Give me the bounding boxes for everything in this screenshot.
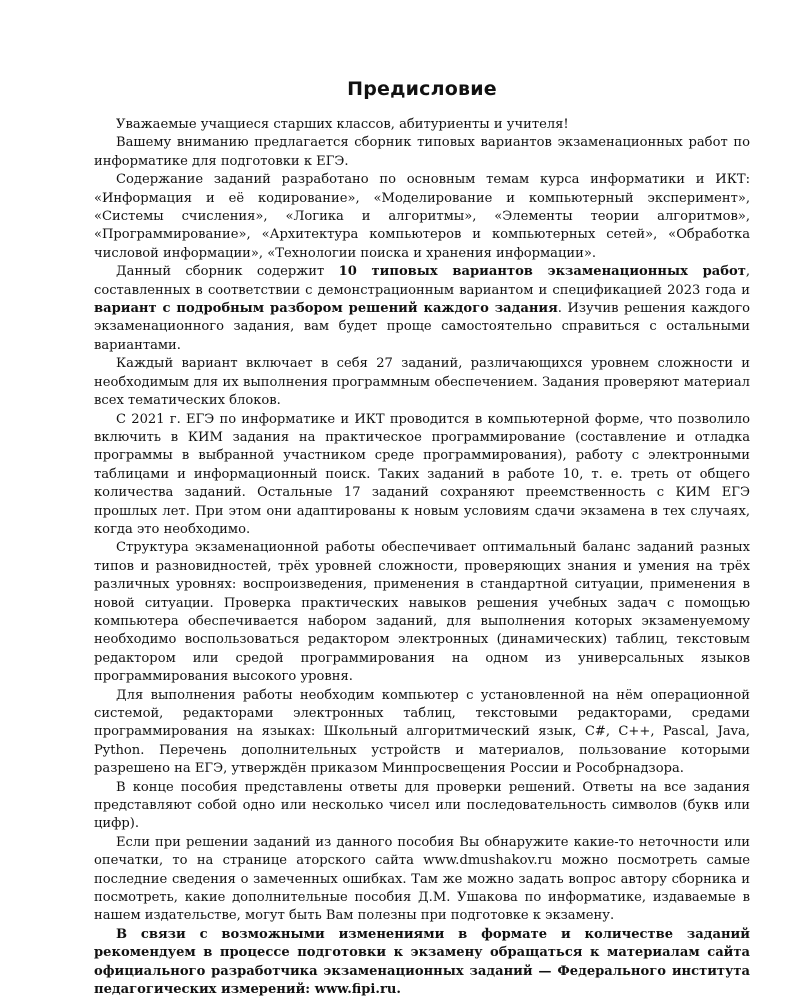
paragraph-11 bbox=[94, 926, 750, 1000]
text-run: В конце пособия представлены ответы для проверки решений. Ответы на все задания представляют собой одно или несколько чисел или последовательность символов (букв или цифр). bbox=[94, 779, 750, 832]
text-run: Каждый вариант включает в себя 27 заданий, различающихся уровнем сложности и необходимым для их выполнения программным обеспечением. Задания проверяют материал всех тематических блоков. bbox=[94, 356, 750, 409]
text-run: Данный сборник содержит bbox=[116, 264, 339, 280]
paragraph-8 bbox=[94, 687, 750, 779]
text-run: Для выполнения работы необходим компьютер с установленной на нём операционной системой, редакторами электронных таблиц, текстовыми редакторами, средами программирования на языках: Школьный алгоритмический язык, C#, C++, Pascal, Java, Python. Перечень дополнительных устройств и материалов, пользование которыми разрешено на ЕГЭ, утверждён приказом Минпросвещения России и Рособрнадзора. bbox=[94, 687, 750, 777]
text-run: . Изучив решения каждого экзаменационного задания, вам будет проще самостоятельно справиться с остальными вариантами. bbox=[94, 301, 750, 353]
paragraph-2 bbox=[94, 134, 750, 171]
paragraph-9 bbox=[94, 779, 750, 834]
paragraph-7 bbox=[94, 539, 750, 686]
bold-text: вариант с подробным разбором решений каждого задания bbox=[94, 301, 558, 317]
text-run: Содержание заданий разработано по основным темам курса информатики и ИКТ: «Информация и её кодирование», «Моделирование и компьютерный эксперимент», «Системы счисления», «Логика и алгоритмы», «Элементы теории алгоритмов», «Программирование», «Архитектура компьютеров и компьютерных сетей», «Обработка числовой информации», «Технологии поиска и хранения информации». bbox=[94, 172, 750, 261]
page-title: Предисловие bbox=[347, 78, 497, 100]
paragraph-1 bbox=[94, 116, 750, 134]
paragraph-4 bbox=[94, 263, 750, 355]
text-run: С 2021 г. ЕГЭ по информатике и ИКТ проводится в компьютерной форме, что позволило включить в КИМ задания на практическое программирование (составление и отладка программы в выбранной участником среде программирования), работу с электронными таблицами и информационный поиск. Таких заданий в работе 10, т. е. треть от общего количества заданий. Остальные 17 заданий сохраняют преемственность с КИМ ЕГЭ прошлых лет. При этом они адаптированы к новым условиям сдачи экзамена в тех случаях, когда это необходимо. bbox=[94, 411, 750, 537]
text-run: Уважаемые учащиеся старших классов, абитуриенты и учителя! bbox=[116, 117, 569, 132]
text-run: Вашему вниманию предлагается сборник типовых вариантов экзаменационных работ по информатике для подготовки к ЕГЭ. bbox=[94, 135, 750, 169]
page bbox=[94, 78, 750, 1000]
text-run: , составленных в соответствии с демонстрационным вариантом и спецификацией 2023 года и bbox=[94, 264, 750, 298]
bold-text: В связи с возможными изменениями в формате и количестве заданий рекомендуем в процессе подготовки к экзамену обращаться к материалам сайта официального разработчика экзаменационных заданий — Федерального института педагогических измерений: www.fipi.ru. bbox=[94, 926, 750, 998]
bold-text: 10 типовых вариантов экзаменационных работ bbox=[338, 264, 746, 280]
paragraph-6 bbox=[94, 411, 750, 540]
paragraph-10 bbox=[94, 834, 750, 926]
preface-body bbox=[94, 116, 750, 1000]
text-run: Если при решении заданий из данного пособия Вы обнаружите какие-то неточности или опечатки, то на странице аторского сайта www.dmushakov.ru можно посмотреть самые последние сведения о замеченных ошибках. Там же можно задать вопрос автору сборника и посмотреть, какие дополнительные пособия Д.М. Ушакова по информатике, издаваемые в нашем издательстве, могут быть Вам полезны при подготовке к экзамену. bbox=[94, 834, 750, 924]
paragraph-3 bbox=[94, 171, 750, 263]
text-run: Структура экзаменационной работы обеспечивает оптимальный баланс заданий разных типов и разновидностей, трёх уровней сложности, проверяющих знания и умения на трёх различных уровнях: воспроизведения, применения в стандартной ситуации, применения в новой ситуации. Проверка практических навыков решения учебных задач с помощью компьютера обеспечивается набором заданий, для выполнения которых экзаменуемому необходимо воспользоваться редактором электронных (динамических) таблиц, текстовым редактором или средой программирования на одном из универсальных языков программирования высокого уровня. bbox=[94, 540, 750, 685]
paragraph-5 bbox=[94, 355, 750, 410]
